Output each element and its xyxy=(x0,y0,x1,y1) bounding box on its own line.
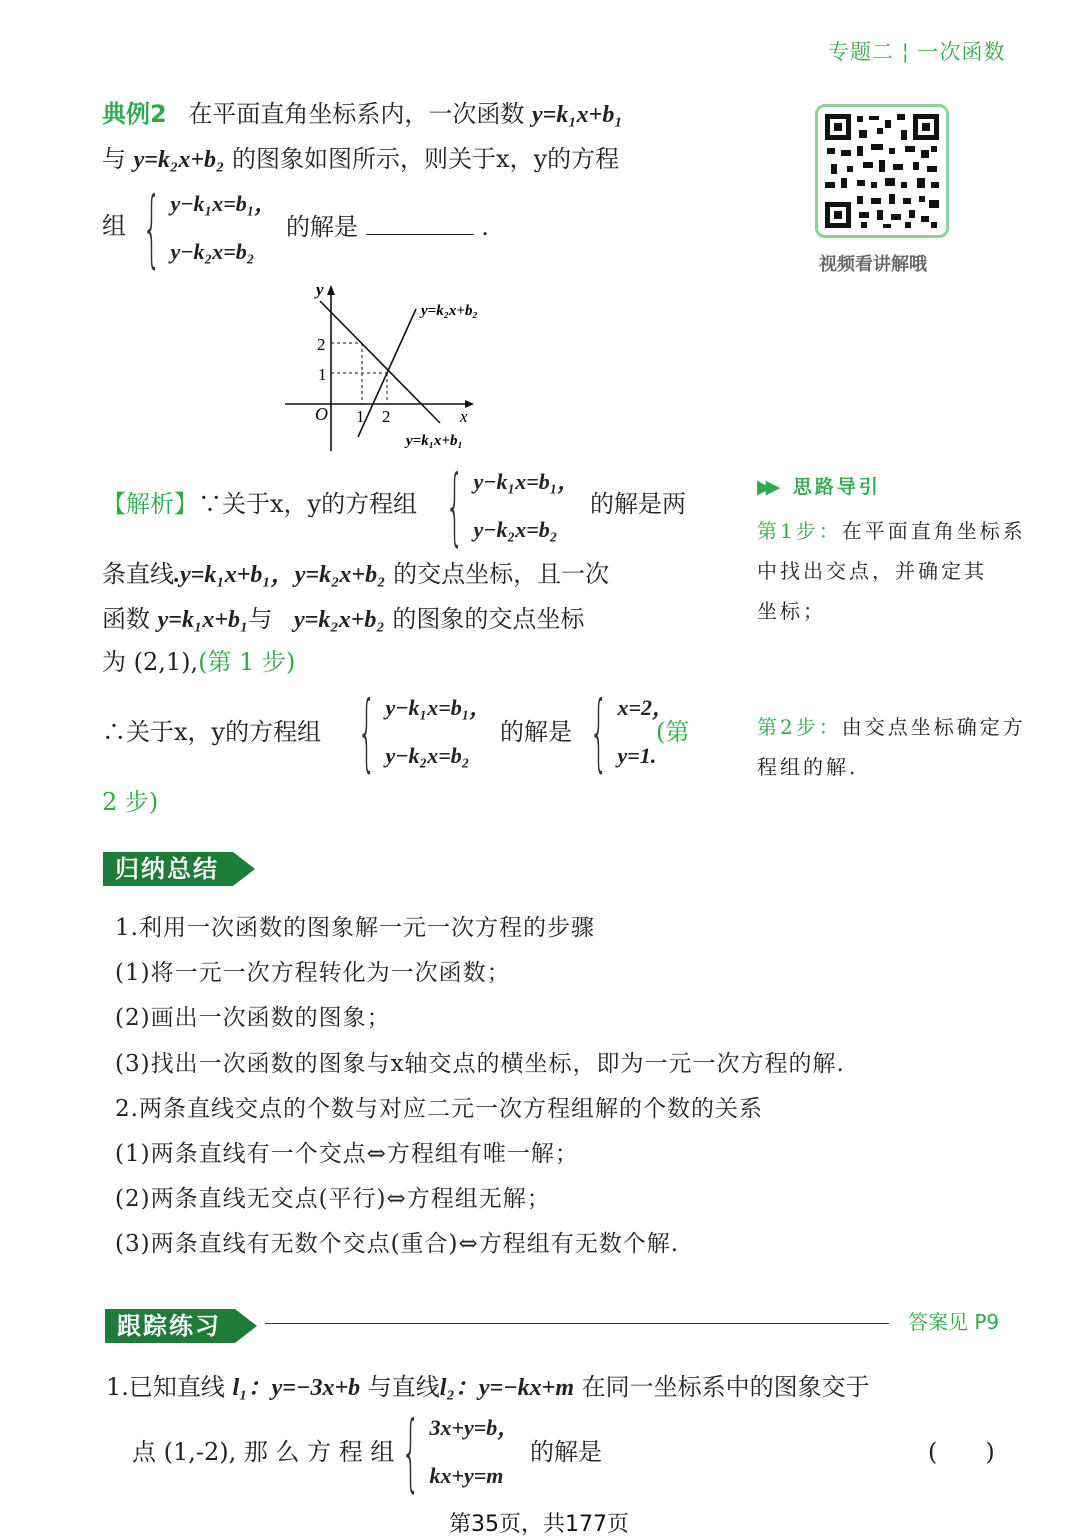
step-1-marker: (第 1 步) xyxy=(198,648,296,676)
example-text-3: 的解是 xyxy=(286,213,358,241)
double-arrow-icon: ▶▶ xyxy=(757,476,775,498)
label-line-k2: y=k₂x+b₂ xyxy=(421,303,478,319)
analysis-formula-3b: y=k₂x+b₂ xyxy=(294,607,385,633)
question-1-text-c: 在同一坐标系中的图象交于 xyxy=(581,1373,870,1401)
example-label: 典例2 xyxy=(102,100,167,128)
question-1-line-1 xyxy=(106,1375,870,1400)
analysis-line-2 xyxy=(102,562,609,587)
qr-code[interactable] xyxy=(815,104,949,238)
analysis-text-3a: 函数 xyxy=(102,605,150,633)
y-axis-label: y xyxy=(316,280,324,299)
analysis-line-3 xyxy=(102,607,584,632)
hint-step-1-l3: 坐标； xyxy=(757,599,826,623)
summary-item: (3)两条直线有无数个交点(重合)⇔方程组有无数个解. xyxy=(115,1231,680,1258)
summary-item: (2)两条直线无交点(平行)⇔方程组无解； xyxy=(115,1186,551,1213)
analysis-tag: 【解析】 xyxy=(102,490,198,518)
hint-step-2-l2: 程组的解. xyxy=(757,755,859,779)
hint-step-1-label: 第1步： xyxy=(757,519,842,543)
analysis-system2-eq-1: y−k₁x=b₁， xyxy=(385,695,492,720)
tick-y1: 1 xyxy=(318,365,327,384)
summary-list xyxy=(115,906,845,1268)
example-line-3-suffix xyxy=(286,214,489,239)
example-text-2b: 的图象如图所示，则关于x，y的方程 xyxy=(232,145,620,173)
hint-step-1-l1: 在平面直角坐标系 xyxy=(841,519,1026,543)
header-section: 专题二 xyxy=(828,40,894,64)
question-system-eq-1: 3x+y=b， xyxy=(429,1415,520,1440)
hint-title xyxy=(757,472,881,499)
practice-tag: 跟踪练习 xyxy=(105,1309,235,1343)
answer-parentheses[interactable]: ( ) xyxy=(928,1438,995,1466)
hint-step-1-l2: 中找出交点，并确定其 xyxy=(757,559,987,583)
analysis-text-4: 为 (2,1), xyxy=(102,648,199,676)
analysis-text-2a: 条直线 xyxy=(102,560,174,588)
solution-x: x=2， xyxy=(617,695,674,720)
hint-step-1 xyxy=(757,511,1026,631)
tick-x2: 2 xyxy=(382,407,391,426)
analysis-line-4 xyxy=(102,650,295,674)
example-text-1: 在平面直角坐标系内，一次函数 xyxy=(188,100,525,128)
line-l1-formula: l₁：y=−3x+b xyxy=(232,1375,361,1401)
example-equation-system: { y−k₁x=b₁， y−k₂x=b₂ xyxy=(142,179,277,277)
y-axis-arrow-icon xyxy=(327,285,335,295)
analysis-equation-system-2: { y−k₁x=b₁， y−k₂x=b₂ xyxy=(357,683,492,781)
answer-reference[interactable]: 答案见 P9 xyxy=(908,1310,1000,1334)
hint-step-2-label: 第2步： xyxy=(757,715,842,739)
header-topic: 一次函数 xyxy=(917,40,1006,64)
question-1-text-b: 与直线 xyxy=(367,1373,440,1401)
summary-tag: 归纳总结 xyxy=(103,852,233,886)
solution-y: y=1. xyxy=(617,743,657,768)
analysis-text-3b: 与 xyxy=(248,605,273,633)
tick-x1: 1 xyxy=(356,407,365,426)
example-text-2a: 与 xyxy=(102,145,126,173)
question-equation-system: { 3x+y=b， kx+y=m xyxy=(401,1403,520,1501)
summary-item: 2.两条直线交点的个数与对应二元一次方程组解的个数的关系 xyxy=(115,1095,763,1122)
origin-label: O xyxy=(315,404,328,424)
analysis-line-5b: 的解是 xyxy=(500,718,572,746)
system-eq-1: y−k₁x=b₁， xyxy=(170,191,277,216)
analysis-system-eq-2: y−k₂x=b₂ xyxy=(473,517,558,542)
summary-item: (1)将一元一次方程转化为一次函数； xyxy=(115,960,511,987)
analysis-line-5a: ∴关于x，y的方程组 xyxy=(102,718,322,746)
example-formula-1: y=k₁x+b₁ xyxy=(531,102,623,128)
x-axis-label: x xyxy=(460,407,468,426)
question-1-line-2a: 点 (1,-2), 那 么 方 程 组 xyxy=(132,1438,395,1466)
page-number: 第35页，共177页 xyxy=(449,1512,629,1537)
example-formula-2: y=k₂x+b₂ xyxy=(133,147,225,173)
question-system-eq-2: kx+y=m xyxy=(429,1463,504,1488)
analysis-equation-system: { y−k₁x=b₁， y−k₂x=b₂ xyxy=(445,457,580,555)
answer-blank xyxy=(366,214,474,235)
solution-system: { x=2， y=1. xyxy=(589,683,674,781)
hint-step-2 xyxy=(757,707,1026,787)
summary-item: (2)画出一次函数的图象； xyxy=(115,1005,391,1032)
summary-item: 1.利用一次函数的图象解一元一次方程的步骤 xyxy=(115,915,595,941)
question-1-line-2b: 的解是 xyxy=(530,1438,602,1466)
label-line-k1: y=k₁x+b₁ xyxy=(406,433,463,449)
qr-caption: 视频看讲解哦 xyxy=(819,254,927,275)
example-end: . xyxy=(481,213,489,241)
analysis-line-1b: 的解是两 xyxy=(590,490,686,518)
example-line-1 xyxy=(102,102,623,127)
analysis-text-2b: 的交点坐标，且一次 xyxy=(393,560,610,588)
line-l2-formula: l₂：y=−kx+m xyxy=(439,1375,575,1401)
system-eq-2: y−k₂x=b₂ xyxy=(170,239,255,264)
hint-step-2-l1: 由交点坐标确定方 xyxy=(841,715,1026,739)
analysis-formula-2: .y=k₁x+b₁，y=k₂x+b₂ xyxy=(174,562,386,588)
step-2-marker-b: 2 步) xyxy=(102,788,159,816)
running-header xyxy=(828,42,1005,63)
analysis-text-1a: ∵关于x，y的方程组 xyxy=(198,490,418,518)
step-2-marker-a: (第 xyxy=(656,718,690,746)
analysis-formula-3a: y=k₁x+b₁ xyxy=(157,607,249,633)
header-separator: ¦ xyxy=(901,40,910,64)
example-line-3-prefix: 组 xyxy=(102,212,126,240)
tick-y2: 2 xyxy=(317,335,326,354)
analysis-line-1a xyxy=(102,492,417,516)
qr-pattern-icon xyxy=(821,110,943,232)
analysis-text-3c: 的图象的交点坐标 xyxy=(392,605,585,633)
summary-item: (1)两条直线有一个交点⇔方程组有唯一解； xyxy=(115,1141,579,1168)
analysis-system-eq-1: y−k₁x=b₁， xyxy=(473,469,580,494)
question-1-text-a: 1.已知直线 xyxy=(106,1373,225,1401)
hint-title-text: 思路导引 xyxy=(792,476,881,498)
analysis-system2-eq-2: y−k₂x=b₂ xyxy=(385,743,470,768)
function-graph xyxy=(270,275,530,455)
summary-item: (3)找出一次函数的图象与x轴交点的横坐标，即为一元一次方程的解. xyxy=(115,1050,845,1077)
practice-divider xyxy=(265,1323,889,1324)
example-line-2 xyxy=(102,147,619,172)
